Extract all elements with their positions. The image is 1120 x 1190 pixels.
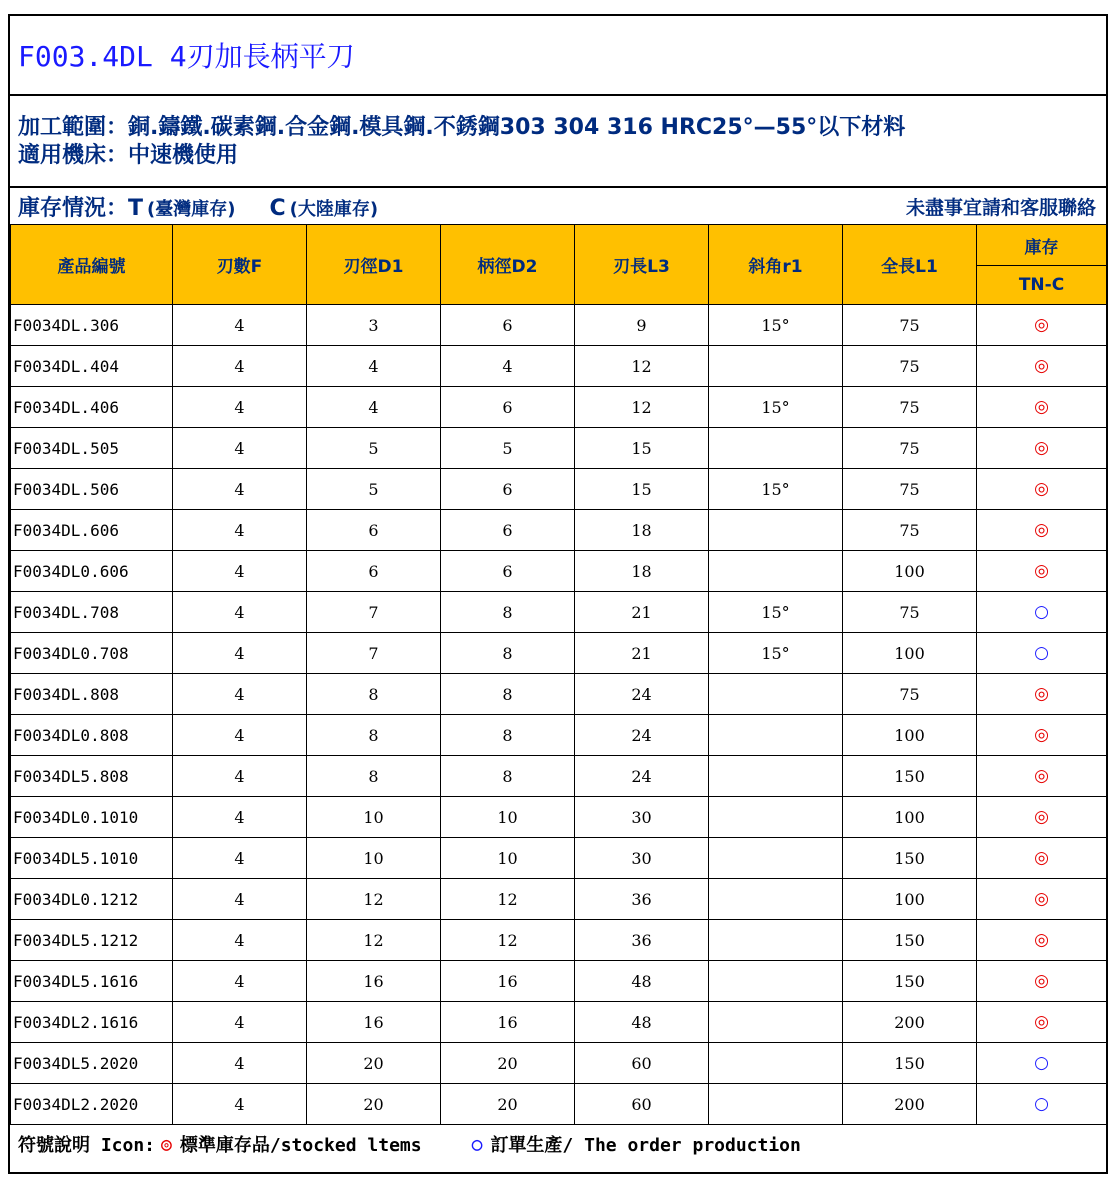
machining-range-text: 加工範圍：銅.鑄鐵.碳素鋼.合金鋼.模具鋼.不銹鋼303 304 316 HRC25°—55°以下材料 — [18, 115, 906, 140]
cell-l1: 75 — [843, 305, 977, 346]
cell-code: F0034DL.808 — [11, 674, 173, 715]
col-header-stock-sub: TN-C — [977, 266, 1107, 305]
cell-d2: 10 — [441, 838, 575, 879]
cell-l1: 150 — [843, 756, 977, 797]
stocked-mark-icon: ◎ — [1034, 438, 1049, 458]
cell-stock-mark — [977, 797, 1107, 838]
stock-c-desc: (大陸庫存) — [289, 198, 379, 220]
cell-d2: 12 — [441, 879, 575, 920]
table-row — [11, 346, 1107, 387]
table-row — [11, 1002, 1107, 1043]
col-header-flutes: 刃數F — [173, 225, 307, 305]
product-title — [10, 16, 1106, 96]
cell-flutes: 4 — [173, 715, 307, 756]
cell-d2: 6 — [441, 387, 575, 428]
cell-code: F0034DL0.708 — [11, 633, 173, 674]
cell-d1: 10 — [307, 838, 441, 879]
cell-d2: 8 — [441, 633, 575, 674]
product-title-text: F003.4DL 4刃加長柄平刀 — [18, 40, 355, 73]
cell-d1: 8 — [307, 674, 441, 715]
table-row — [11, 592, 1107, 633]
table-row — [11, 633, 1107, 674]
cell-r1 — [709, 961, 843, 1002]
cell-d1: 12 — [307, 879, 441, 920]
cell-d1: 10 — [307, 797, 441, 838]
stock-info-bar — [10, 188, 1106, 224]
cell-code: F0034DL5.1616 — [11, 961, 173, 1002]
cell-r1 — [709, 756, 843, 797]
cell-l1: 150 — [843, 961, 977, 1002]
cell-code: F0034DL5.1010 — [11, 838, 173, 879]
product-rows — [11, 305, 1107, 1125]
stock-legend — [18, 191, 378, 222]
legend-label: 符號說明 Icon: — [18, 1135, 156, 1156]
cell-l1: 75 — [843, 510, 977, 551]
table-row — [11, 920, 1107, 961]
cell-flutes: 4 — [173, 469, 307, 510]
stocked-mark-icon: ◎ — [1034, 1012, 1049, 1032]
cell-l3: 30 — [575, 838, 709, 879]
cell-flutes: 4 — [173, 346, 307, 387]
cell-d1: 3 — [307, 305, 441, 346]
legend-stocked-text: 標準庫存品/stocked ltems — [179, 1135, 422, 1156]
cell-flutes: 4 — [173, 1002, 307, 1043]
cell-l1: 75 — [843, 387, 977, 428]
cell-stock-mark — [977, 920, 1107, 961]
cell-d2: 8 — [441, 592, 575, 633]
table-row — [11, 797, 1107, 838]
cell-d1: 7 — [307, 592, 441, 633]
cell-l1: 75 — [843, 674, 977, 715]
stocked-mark-icon: ◎ — [1034, 766, 1049, 786]
cell-flutes: 4 — [173, 551, 307, 592]
cell-flutes: 4 — [173, 797, 307, 838]
cell-flutes: 4 — [173, 1043, 307, 1084]
cell-l1: 75 — [843, 469, 977, 510]
cell-l1: 200 — [843, 1084, 977, 1125]
cell-stock-mark — [977, 592, 1107, 633]
cell-d2: 6 — [441, 551, 575, 592]
cell-r1: 15° — [709, 305, 843, 346]
stocked-mark-icon: ◎ — [1034, 930, 1049, 950]
cell-stock-mark — [977, 387, 1107, 428]
cell-code: F0034DL.505 — [11, 428, 173, 469]
cell-code: F0034DL.708 — [11, 592, 173, 633]
table-row — [11, 756, 1107, 797]
cell-r1 — [709, 920, 843, 961]
cell-r1 — [709, 1084, 843, 1125]
catalog-sheet — [8, 14, 1108, 1174]
cell-r1: 15° — [709, 633, 843, 674]
stocked-mark-icon: ◎ — [1034, 356, 1049, 376]
cell-l3: 60 — [575, 1084, 709, 1125]
cell-r1 — [709, 715, 843, 756]
cell-l3: 15 — [575, 469, 709, 510]
cell-flutes: 4 — [173, 879, 307, 920]
cell-stock-mark — [977, 428, 1107, 469]
cell-d2: 5 — [441, 428, 575, 469]
cell-l3: 18 — [575, 551, 709, 592]
table-row — [11, 838, 1107, 879]
cell-d1: 16 — [307, 961, 441, 1002]
cell-r1 — [709, 551, 843, 592]
cell-d2: 16 — [441, 1002, 575, 1043]
cell-l1: 75 — [843, 346, 977, 387]
stocked-mark-icon: ◎ — [1034, 479, 1049, 499]
col-header-d2: 柄徑D2 — [441, 225, 575, 305]
table-row — [11, 510, 1107, 551]
cell-l3: 15 — [575, 428, 709, 469]
cell-l3: 12 — [575, 387, 709, 428]
cell-stock-mark — [977, 1084, 1107, 1125]
col-header-l3: 刃長L3 — [575, 225, 709, 305]
cell-code: F0034DL0.606 — [11, 551, 173, 592]
cell-d1: 20 — [307, 1084, 441, 1125]
stocked-mark-icon: ◎ — [1034, 561, 1049, 581]
cell-code: F0034DL2.2020 — [11, 1084, 173, 1125]
table-row — [11, 387, 1107, 428]
cell-code: F0034DL0.1212 — [11, 879, 173, 920]
cell-l3: 21 — [575, 592, 709, 633]
cell-l1: 100 — [843, 715, 977, 756]
cell-l3: 12 — [575, 346, 709, 387]
cell-code: F0034DL.506 — [11, 469, 173, 510]
cell-d1: 6 — [307, 510, 441, 551]
cell-d1: 4 — [307, 387, 441, 428]
legend-order-text: 訂單生產/ The order production — [490, 1135, 801, 1156]
cell-d1: 20 — [307, 1043, 441, 1084]
order-mark-icon: ○ — [1034, 1094, 1049, 1114]
stocked-mark-icon: ◎ — [1034, 315, 1049, 335]
cell-stock-mark — [977, 469, 1107, 510]
cell-l1: 150 — [843, 920, 977, 961]
cell-flutes: 4 — [173, 633, 307, 674]
cell-flutes: 4 — [173, 387, 307, 428]
cell-l1: 100 — [843, 797, 977, 838]
cell-stock-mark — [977, 879, 1107, 920]
stock-t-desc: (臺灣庫存) — [147, 198, 236, 220]
cell-l3: 48 — [575, 1002, 709, 1043]
stocked-mark-icon: ◎ — [1034, 520, 1049, 540]
cell-d2: 8 — [441, 756, 575, 797]
cell-stock-mark — [977, 838, 1107, 879]
cell-d2: 6 — [441, 510, 575, 551]
cell-d2: 10 — [441, 797, 575, 838]
table-row — [11, 551, 1107, 592]
product-table — [10, 224, 1107, 1125]
cell-d1: 8 — [307, 715, 441, 756]
cell-code: F0034DL2.1616 — [11, 1002, 173, 1043]
cell-flutes: 4 — [173, 510, 307, 551]
cell-stock-mark — [977, 1002, 1107, 1043]
cell-l1: 150 — [843, 1043, 977, 1084]
stocked-mark-icon: ◎ — [1034, 971, 1049, 991]
cell-r1 — [709, 674, 843, 715]
cell-l3: 36 — [575, 879, 709, 920]
table-row — [11, 469, 1107, 510]
cell-d1: 12 — [307, 920, 441, 961]
cell-d1: 16 — [307, 1002, 441, 1043]
cell-l3: 24 — [575, 756, 709, 797]
cell-l3: 36 — [575, 920, 709, 961]
cell-code: F0034DL.606 — [11, 510, 173, 551]
cell-r1 — [709, 1002, 843, 1043]
cell-l3: 24 — [575, 674, 709, 715]
cell-d2: 20 — [441, 1043, 575, 1084]
cell-d1: 6 — [307, 551, 441, 592]
order-mark-icon: ○ — [471, 1133, 483, 1155]
cell-flutes: 4 — [173, 838, 307, 879]
cell-l1: 100 — [843, 633, 977, 674]
legend-bar — [10, 1125, 1106, 1163]
cell-d2: 12 — [441, 920, 575, 961]
stock-c-code: C — [269, 195, 286, 221]
table-row — [11, 961, 1107, 1002]
order-mark-icon: ○ — [1034, 1053, 1049, 1073]
stocked-mark-icon: ◎ — [1034, 397, 1049, 417]
cell-stock-mark — [977, 346, 1107, 387]
cell-code: F0034DL0.808 — [11, 715, 173, 756]
col-header-stock: 庫存 — [977, 225, 1107, 266]
col-header-l1: 全長L1 — [843, 225, 977, 305]
stocked-mark-icon: ◎ — [161, 1133, 172, 1155]
col-header-code: 產品編號 — [11, 225, 173, 305]
cell-flutes: 4 — [173, 1084, 307, 1125]
cell-l3: 30 — [575, 797, 709, 838]
stock-label: 庫存情況： — [18, 195, 129, 221]
cell-d1: 7 — [307, 633, 441, 674]
cell-d2: 8 — [441, 715, 575, 756]
order-mark-icon: ○ — [1034, 602, 1049, 622]
cell-d2: 16 — [441, 961, 575, 1002]
cell-l1: 75 — [843, 428, 977, 469]
cell-l1: 150 — [843, 838, 977, 879]
cell-stock-mark — [977, 674, 1107, 715]
cell-code: F0034DL5.1212 — [11, 920, 173, 961]
cell-l3: 60 — [575, 1043, 709, 1084]
cell-d2: 8 — [441, 674, 575, 715]
cell-l3: 18 — [575, 510, 709, 551]
cell-flutes: 4 — [173, 674, 307, 715]
cell-d1: 4 — [307, 346, 441, 387]
table-row — [11, 674, 1107, 715]
cell-r1 — [709, 879, 843, 920]
stocked-mark-icon: ◎ — [1034, 725, 1049, 745]
cell-stock-mark — [977, 961, 1107, 1002]
table-row — [11, 879, 1107, 920]
table-row — [11, 305, 1107, 346]
cell-l1: 200 — [843, 1002, 977, 1043]
cell-stock-mark — [977, 510, 1107, 551]
cell-code: F0034DL.306 — [11, 305, 173, 346]
cell-r1: 15° — [709, 592, 843, 633]
cell-l3: 9 — [575, 305, 709, 346]
cell-r1 — [709, 1043, 843, 1084]
stocked-mark-icon: ◎ — [1034, 807, 1049, 827]
cell-r1 — [709, 428, 843, 469]
cell-d2: 4 — [441, 346, 575, 387]
cell-l1: 100 — [843, 879, 977, 920]
col-header-r1: 斜角r1 — [709, 225, 843, 305]
machine-type-text: 適用機床：中速機使用 — [18, 143, 239, 168]
cell-stock-mark — [977, 633, 1107, 674]
stocked-mark-icon: ◎ — [1034, 889, 1049, 909]
table-row — [11, 428, 1107, 469]
cell-flutes: 4 — [173, 961, 307, 1002]
cell-flutes: 4 — [173, 305, 307, 346]
cell-stock-mark — [977, 715, 1107, 756]
cell-l1: 75 — [843, 592, 977, 633]
cell-stock-mark — [977, 1043, 1107, 1084]
cell-d2: 6 — [441, 305, 575, 346]
cell-r1: 15° — [709, 469, 843, 510]
cell-l3: 48 — [575, 961, 709, 1002]
cell-code: F0034DL5.808 — [11, 756, 173, 797]
cell-stock-mark — [977, 305, 1107, 346]
table-row — [11, 715, 1107, 756]
machining-range-section — [10, 96, 1106, 188]
cell-d1: 5 — [307, 469, 441, 510]
cell-d1: 8 — [307, 756, 441, 797]
cell-d2: 6 — [441, 469, 575, 510]
cell-code: F0034DL0.1010 — [11, 797, 173, 838]
cell-l3: 24 — [575, 715, 709, 756]
cell-flutes: 4 — [173, 592, 307, 633]
cell-l3: 21 — [575, 633, 709, 674]
cell-code: F0034DL.404 — [11, 346, 173, 387]
cell-r1 — [709, 510, 843, 551]
table-row — [11, 1084, 1107, 1125]
cell-stock-mark — [977, 551, 1107, 592]
cell-r1: 15° — [709, 387, 843, 428]
cell-flutes: 4 — [173, 756, 307, 797]
cell-code: F0034DL.406 — [11, 387, 173, 428]
stocked-mark-icon: ◎ — [1034, 848, 1049, 868]
order-mark-icon: ○ — [1034, 643, 1049, 663]
contact-note: 未盡事宜請和客服聯絡 — [905, 196, 1096, 219]
cell-r1 — [709, 797, 843, 838]
cell-stock-mark — [977, 756, 1107, 797]
cell-r1 — [709, 346, 843, 387]
cell-code: F0034DL5.2020 — [11, 1043, 173, 1084]
table-row — [11, 1043, 1107, 1084]
col-header-d1: 刃徑D1 — [307, 225, 441, 305]
cell-r1 — [709, 838, 843, 879]
cell-d2: 20 — [441, 1084, 575, 1125]
cell-flutes: 4 — [173, 428, 307, 469]
stocked-mark-icon: ◎ — [1034, 684, 1049, 704]
cell-l1: 100 — [843, 551, 977, 592]
stock-t-code: T — [128, 195, 144, 221]
cell-d1: 5 — [307, 428, 441, 469]
cell-flutes: 4 — [173, 920, 307, 961]
